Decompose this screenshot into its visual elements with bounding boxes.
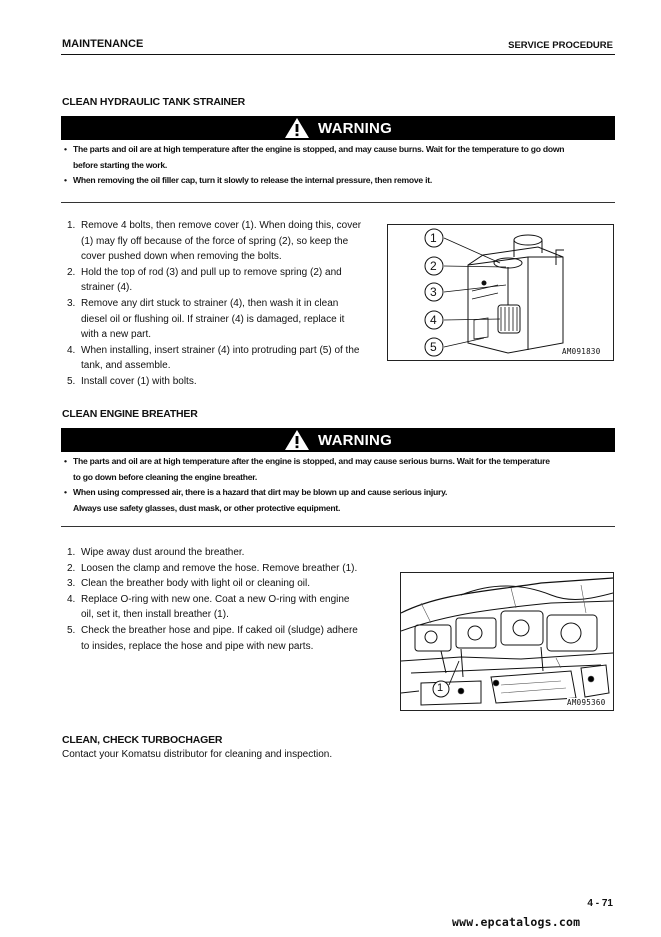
callout-3: 3 bbox=[430, 285, 437, 299]
step-item: 4. Replace O-ring with new one. Coat a new O-ring with engine oil, set it, then install breather (1). bbox=[67, 593, 350, 621]
procedure-steps-strainer bbox=[62, 218, 387, 390]
step-item: 5. Check the breather hose and pipe. If caked oil (sludge) adhere to insides, replace the hose and pipe with new parts. bbox=[67, 624, 358, 652]
callout-1: 1 bbox=[437, 682, 444, 694]
warning-item: • The parts and oil are at high temperature after the engine is stopped, and may cause burns. Wait for the temperature to go down bbox=[64, 144, 565, 154]
step-item: 5. Install cover (1) with bolts. bbox=[67, 375, 197, 387]
figure-code: AM091830 bbox=[562, 347, 601, 356]
figure-hydraulic-tank-strainer bbox=[387, 224, 614, 361]
warning-item-continued: before starting the work. bbox=[73, 159, 168, 170]
step-item: 2. Loosen the clamp and remove the hose. Remove breather (1). bbox=[67, 562, 358, 574]
callout-1: 1 bbox=[430, 231, 437, 245]
step-item: 4. When installing, insert strainer (4) into protruding part (5) of the tank, and assemble. bbox=[67, 344, 360, 372]
warning-item: • The parts and oil are at high temperature after the engine is stopped, and may cause serious burns. Wait for the temperature bbox=[64, 456, 550, 466]
header-rule bbox=[61, 54, 615, 55]
step-item: 3. Remove any dirt stuck to strainer (4), then wash it in clean diesel oil or flushing oil. If strainer (4) is damaged, replace it with a new part. bbox=[67, 297, 345, 341]
figure-code: AM095360 bbox=[567, 698, 606, 707]
section-title-turbocharger: CLEAN, CHECK TURBOCHAGER bbox=[62, 734, 223, 746]
step-item: 3. Clean the breather body with light oil or cleaning oil. bbox=[67, 578, 311, 590]
page-number: 4 - 71 bbox=[587, 898, 613, 909]
step-item: 1. Remove 4 bolts, then remove cover (1). When doing this, cover (1) may fly off because of the force of spring (2), so keep the cover pushed down when removing the bolts. bbox=[67, 220, 362, 263]
procedure-steps-breather bbox=[62, 545, 387, 654]
warning-item: • When removing the oil filler cap, turn it slowly to release the internal pressure, then remove it. bbox=[64, 175, 432, 185]
engine-diagram bbox=[401, 573, 613, 710]
warning-item-continued: to go down before cleaning the engine breather. bbox=[73, 471, 258, 482]
turbocharger-instruction: Contact your Komatsu distributor for cleaning and inspection. bbox=[62, 749, 333, 760]
figure-engine-breather bbox=[400, 572, 614, 711]
section-title-engine-breather: CLEAN ENGINE BREATHER bbox=[62, 408, 198, 420]
warning-item-continued: Always use safety glasses, dust mask, or other protective equipment. bbox=[73, 502, 341, 513]
warning-banner bbox=[61, 116, 615, 140]
page-header-chapter: SERVICE PROCEDURE bbox=[508, 40, 613, 51]
warning-label: WARNING bbox=[318, 431, 392, 449]
step-item: 2. Hold the top of rod (3) and pull up to remove spring (2) and strainer (4). bbox=[67, 266, 342, 294]
warning-label: WARNING bbox=[318, 119, 392, 137]
warning-banner bbox=[61, 428, 615, 452]
section-title-hydraulic-strainer: CLEAN HYDRAULIC TANK STRAINER bbox=[62, 96, 246, 108]
warning-item: • When using compressed air, there is a hazard that dirt may be blown up and cause serious injury. bbox=[64, 487, 448, 497]
watermark-link[interactable]: www.epcatalogs.com bbox=[452, 915, 581, 929]
tank-diagram bbox=[388, 225, 613, 360]
page-header-section: MAINTENANCE bbox=[62, 38, 144, 50]
callout-2: 2 bbox=[430, 259, 437, 273]
callout-5: 5 bbox=[430, 340, 437, 354]
warning-box bbox=[61, 454, 615, 527]
warning-triangle-icon bbox=[284, 117, 310, 139]
step-item: 1. Wipe away dust around the breather. bbox=[67, 547, 245, 558]
warning-triangle-icon bbox=[284, 429, 310, 451]
warning-box bbox=[61, 142, 615, 203]
callout-4: 4 bbox=[430, 313, 437, 327]
